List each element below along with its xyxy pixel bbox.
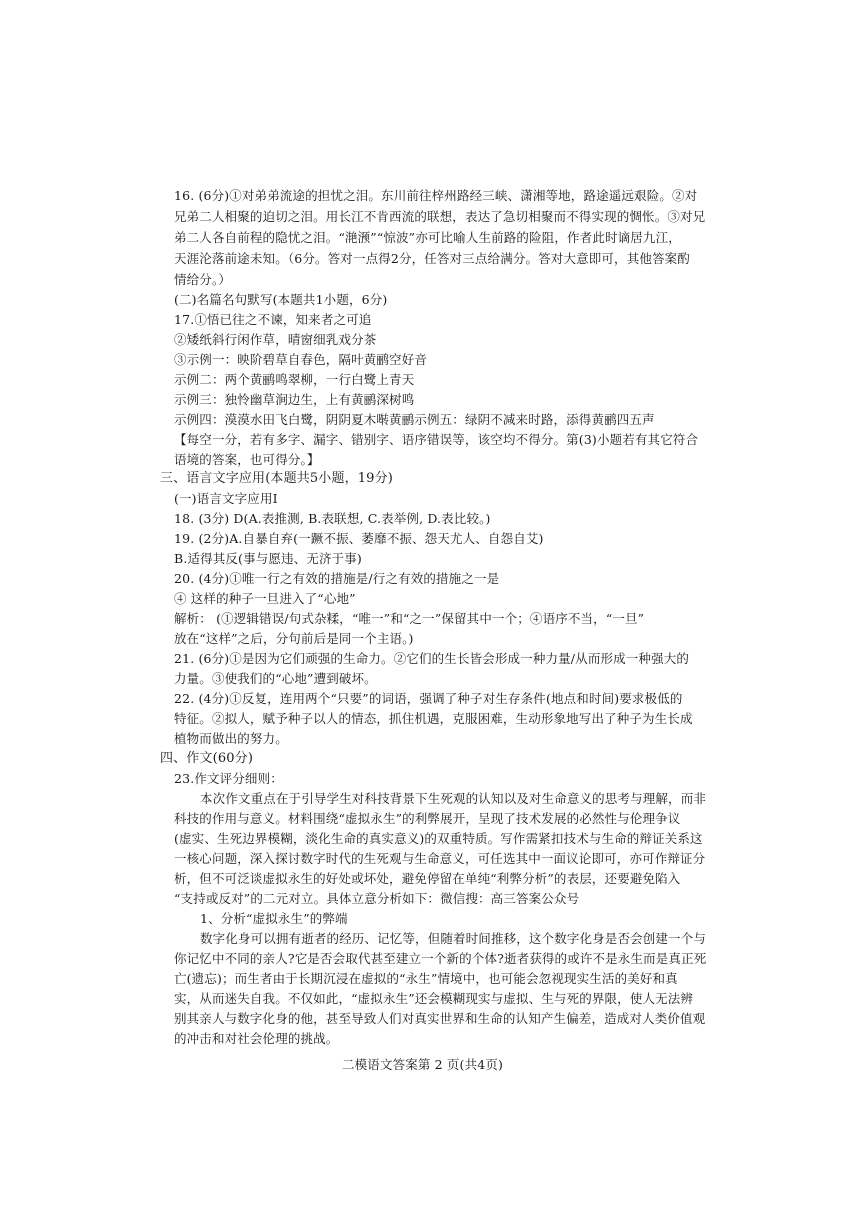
q23-point-1-heading: 1、分析“虚拟永生”的弊端	[200, 911, 348, 926]
q22-line-1: 22. (4分)①反复，连用两个“只要”的词语，强调了种子对生存条件(地点和时间)要求极低的	[174, 691, 683, 706]
section-3-subheading: (一)语言文字应用Ⅰ	[174, 491, 278, 506]
q21-line-1: 21. (6分)①是因为它们顽强的生命力。②它们的生长皆会形成一种力量/从而形成一种强大的	[174, 651, 690, 666]
page-footer: 二模语文答案第 2 页(共4页)	[342, 1057, 504, 1072]
section-3-heading: 三、语言文字应用(本题共5小题，19分)	[160, 471, 393, 486]
q19-line-2: B.适得其反(事与愿违、无济于事)	[174, 551, 362, 566]
q17-line-3: ③示例一：映阶碧草自春色，隔叶黄鹂空好音	[174, 352, 428, 367]
q22-line-2: 特征。②拟人，赋予种子以人的情态，抓住机遇，克服困难，生动形象地写出了种子为生长成	[174, 711, 693, 726]
q17-line-1: 17.①悟已往之不谏，知来者之可追	[174, 312, 372, 327]
q23-para-2-line-4: 实，从而迷失自我。不仅如此，“虚拟永生”还会模糊现实与虚拟、生与死的界限，使人无法辨	[174, 991, 694, 1006]
q17-line-5: 示例三：独怜幽草涧边生，上有黄鹂深树鸣	[174, 392, 415, 407]
q19-line-1: 19. (2分)A.自暴自弃(一蹶不振、萎靡不振、怨天尤人、自怨自艾)	[174, 531, 544, 546]
q23-heading: 23.作文评分细则：	[174, 771, 283, 786]
q22-line-3: 植物而做出的努力。	[174, 731, 288, 746]
q17-note-line-1: 【每空一分，若有多字、漏字、错别字、语序错误等，该空均不得分。第(3)小题若有其它符合	[174, 432, 699, 447]
q20-line-3: 解析： (①逻辑错误/句式杂糅，“唯一”和“之一”保留其中一个；④语序不当，“一旦”	[174, 611, 645, 626]
q20-line-4: 放在“这样”之后，分句前后是同一个主语。)	[174, 631, 414, 646]
q23-para-2-line-5: 别其亲人与数字化身的他，甚至导致人们对真实世界和生命的认知产生偏差，造成对人类价值观	[174, 1011, 706, 1026]
q23-para-1-line-5: 析，但不可泛谈虚拟永生的好处或坏处，避免停留在单纯“利弊分析”的表层，还要避免陷入	[174, 871, 681, 886]
q20-line-1: 20. (4分)①唯一行之有效的措施是/行之有效的措施之一是	[174, 571, 500, 586]
q17-line-2: ②矮纸斜行闲作草，晴窗细乳戏分茶	[174, 332, 377, 347]
q23-para-1-line-1: 本次作文重点在于引导学生对科技背景下生死观的认知以及对生命意义的思考与理解，而非	[200, 791, 707, 806]
q17-note-line-2: 语境的答案，也可得分。】	[174, 452, 320, 467]
q23-para-2-line-3: 亡(遗忘)；而生者由于长期沉浸在虚拟的“永生”情境中，也可能会忽视现实生活的美好和真	[174, 971, 678, 986]
q23-para-1-line-3: (虚实、生死边界模糊，淡化生命的真实意义)的双重特质。写作需紧扣技术与生命的辩证关系这	[174, 831, 703, 846]
section-4-heading: 四、作文(60分)	[160, 751, 254, 766]
q16-line-3: 弟二人各自前程的隐忧之泪。“滟滪”“惊波”亦可比喻人生前路的险阻，作者此时谪居九江，	[174, 230, 681, 245]
q17-line-6: 示例四：漠漠水田飞白鹭，阴阴夏木啭黄鹂示例五：绿阴不减来时路，添得黄鹂四五声	[174, 412, 655, 427]
q16-line-5: 情给分。）	[174, 272, 232, 287]
q23-para-2-line-2: 你记忆中不同的亲人?它是否会取代甚至建立一个新的个体?逝者获得的或许不是永生而是真正死	[174, 951, 707, 966]
q23-para-2-line-6: 的冲击和对社会伦理的挑战。	[174, 1031, 339, 1046]
q20-line-2: ④ 这样的种子一旦进入了“心地”	[174, 591, 356, 606]
section-2-subheading: (二)名篇名句默写(本题共1小题，6分)	[174, 292, 388, 307]
q17-line-4: 示例二：两个黄鹂鸣翠柳，一行白鹭上青天	[174, 372, 415, 387]
q23-para-1-line-4: 一核心问题，深入探讨数字时代的生死观与生命意义，可任选其中一面议论即可，亦可作辩证分	[174, 851, 706, 866]
q23-para-1-line-6: “支持或反对”的二元对立。具体立意分析如下：微信搜：高三答案公众号	[174, 891, 580, 906]
q18-line: 18. (3分) D(A.表推测, B.表联想, C.表举例, D.表比较。)	[174, 511, 491, 526]
q16-line-1: 16. (6分)①对弟弟流途的担忧之泪。东川前往梓州路经三峡、潇湘等地，路途遥远艰险。②对	[174, 188, 698, 203]
q16-line-4: 天涯沦落前途未知。（6分。答对一点得2分，任答对三点给满分。答对大意即可，其他答案酌	[174, 251, 690, 266]
q23-para-2-line-1: 数字化身可以拥有逝者的经历、记忆等，但随着时间推移，这个数字化身是否会创建一个与	[200, 931, 707, 946]
q23-para-1-line-2: 科技的作用与意义。材料围绕“虚拟永生”的利弊展开，呈现了技术发展的必然性与伦理争议	[174, 811, 681, 826]
q16-line-2: 兄弟二人相聚的迫切之泪。用长江不肯西流的联想，表达了急切相聚而不得实现的惆怅。③对兄	[174, 209, 706, 224]
q21-line-2: 力量。③使我们的“心地”遭到破坏。	[174, 671, 377, 686]
